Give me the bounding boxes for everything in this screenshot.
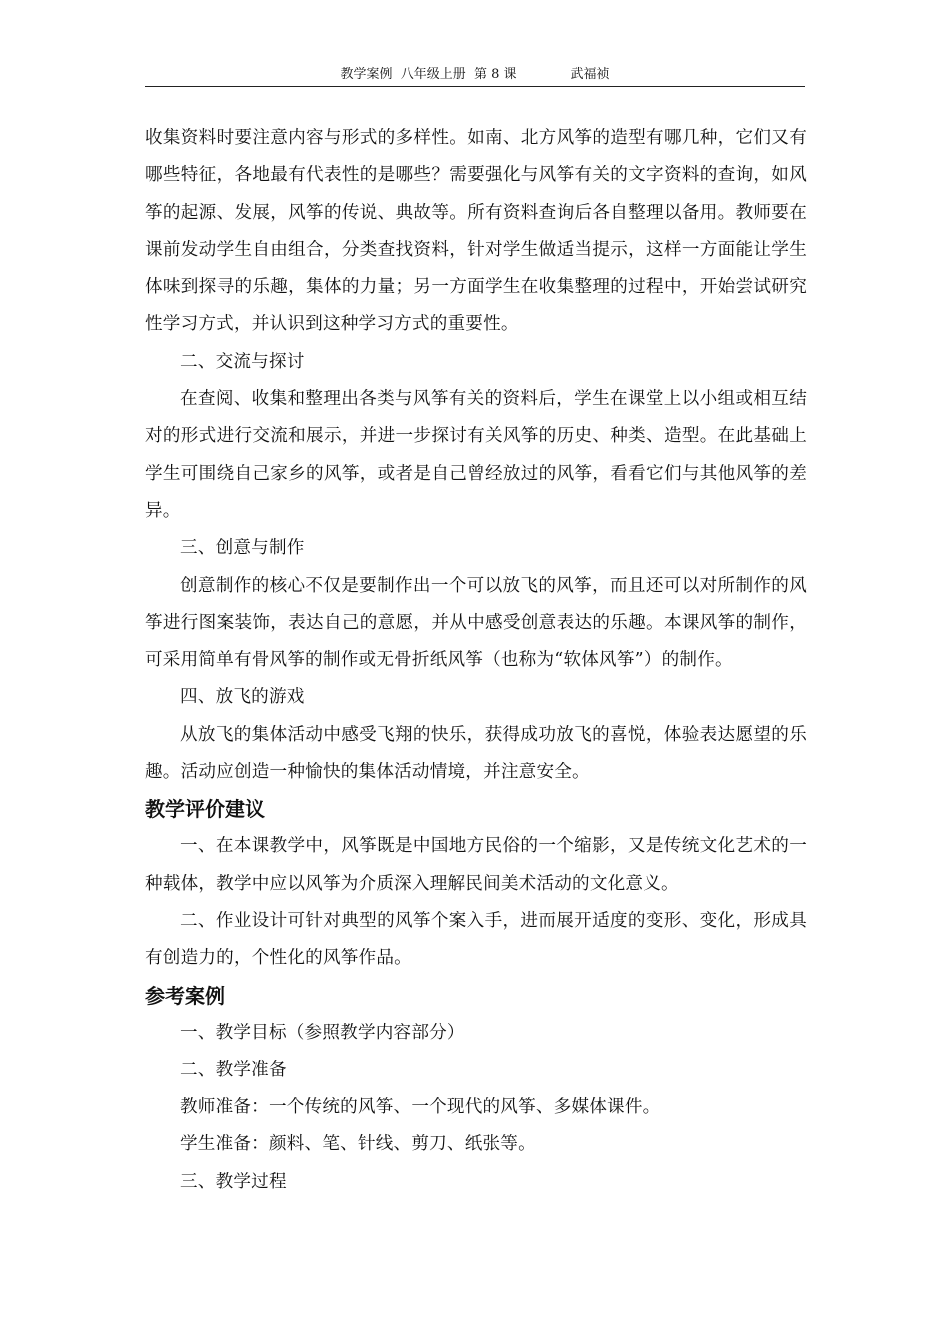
- section-heading-flying: 四、放飞的游戏: [180, 687, 305, 708]
- paragraph-materials: 收集资料时要注意内容与形式的多样性。如南、北方风筝的造型有哪几种，它们又有哪些特征，各地最有代表性的是哪些？需要强化与风筝有关的文字资料的查询，如风筝的起源、发展，风筝的传说、典故等。所有资料查询后各自整理以备用。教师要在课前发动学生自由组合，分类查找资料，针对学生做适当提示，这样一方面能让学生体味到探寻的乐趣，集体的力量；另一方面学生在收集整理的过程中，开始尝试研究性学习方式，并认识到这种学习方式的重要性。: [145, 128, 807, 335]
- section-heading-creation: 三、创意与制作: [180, 538, 305, 559]
- paragraph-creation: 创意制作的核心不仅是要制作出一个可以放飞的风筝，而且还可以对所制作的风筝进行图案装饰，表达自己的意愿，并从中感受创意表达的乐趣。本课风筝的制作，可采用简单有骨风筝的制作或无骨折纸风筝（也称为“软体风筝”）的制作。: [145, 575, 807, 671]
- item-teaching-preparation: 二、教学准备: [180, 1059, 287, 1080]
- page-header: [145, 66, 805, 87]
- item-teaching-process: 三、教学过程: [180, 1171, 287, 1192]
- document-body: [145, 120, 807, 1201]
- heading-reference-case: 参考案例: [145, 983, 225, 1008]
- paragraph-flying: 从放飞的集体活动中感受飞翔的快乐，获得成功放飞的喜悦，体验表达愿望的乐趣。活动应创造一种愉快的集体活动情境，并注意安全。: [145, 724, 807, 783]
- section-heading-exchange: 二、交流与探讨: [180, 351, 305, 372]
- item-teacher-preparation: 教师准备：一个传统的风筝、一个现代的风筝、多媒体课件。: [180, 1097, 661, 1118]
- header-author: 武福祯: [570, 67, 610, 82]
- item-teaching-goals: 一、教学目标（参照教学内容部分）: [180, 1022, 465, 1043]
- paragraph-evaluation-2: 二、作业设计可针对典型的风筝个案入手，进而展开适度的变形、变化，形成具有创造力的，个性化的风筝作品。: [145, 910, 807, 969]
- paragraph-exchange: 在查阅、收集和整理出各类与风筝有关的资料后，学生在课堂上以小组或相互结对的形式进行交流和展示，并进一步探讨有关风筝的历史、种类、造型。在此基础上学生可围绕自己家乡的风筝，或者是自己曾经放过的风筝，看看它们与其他风筝的差异。: [145, 389, 807, 521]
- item-student-preparation: 学生准备：颜料、笔、针线、剪刀、纸张等。: [180, 1134, 536, 1155]
- heading-evaluation: 教学评价建议: [145, 797, 265, 822]
- header-title: 教学案例 八年级上册 第 8 课: [340, 67, 517, 82]
- paragraph-evaluation-1: 一、在本课教学中，风筝既是中国地方民俗的一个缩影，又是传统文化艺术的一种载体，教学中应以风筝为介质深入理解民间美术活动的文化意义。: [145, 836, 807, 894]
